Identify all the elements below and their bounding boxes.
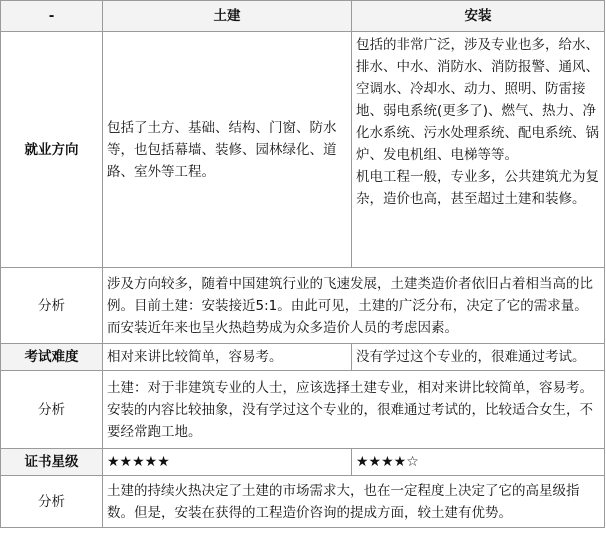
- header-row: [1, 1, 605, 32]
- row-certificate-rating: [1, 449, 605, 476]
- rating-tujian-stars: ★★★★★: [103, 449, 352, 476]
- employment-anzhuang: [352, 32, 605, 268]
- employment-tujian: 包括了土方、基础、结构、门窗、防水等，也包括幕墙、装修、园林绿化、道路、室外等工程。: [103, 32, 352, 268]
- row-label-analysis-1: 分析: [1, 268, 103, 344]
- row-label-employment: 就业方向: [1, 32, 103, 268]
- analysis-2-text: 土建：对于非建筑专业的人士，应该选择土建专业，相对来讲比较简单，容易考。安装的内容比较抽象，没有学过这个专业的，很难通过考试的，比较适合女生，不要经常跑工地。: [103, 371, 605, 449]
- row-label-analysis-3: 分析: [1, 476, 103, 528]
- analysis-3-text: 土建的持续火热决定了土建的市场需求大，也在一定程度上决定了它的高星级指数。但是，安装在获得的工程造价咨询的提成方面，较土建有优势。: [103, 476, 605, 528]
- header-tujian: 土建: [103, 1, 352, 32]
- row-label-analysis-2: 分析: [1, 371, 103, 449]
- row-analysis-2: [1, 371, 605, 449]
- row-employment: [1, 32, 605, 268]
- header-anzhuang: 安装: [352, 1, 605, 32]
- rating-anzhuang-stars: ★★★★☆: [352, 449, 605, 476]
- employment-anzhuang-para-2: 机电工程一般，专业多，公共建筑尤为复杂，造价也高，甚至超过土建和装修。: [356, 169, 599, 207]
- row-analysis-3: [1, 476, 605, 528]
- row-label-certificate-rating: 证书星级: [1, 449, 103, 476]
- exam-difficulty-tujian: 相对来讲比较简单，容易考。: [103, 344, 352, 371]
- exam-difficulty-anzhuang: 没有学过这个专业的，很难通过考试。: [352, 344, 605, 371]
- header-corner: -: [1, 1, 103, 32]
- employment-anzhuang-para-1: 包括的非常广泛，涉及专业也多，给水、排水、中水、消防水、消防报警、通风、空调水、冷却水、动力、照明、防雷接地、弱电系统(更多了)、燃气、热力、净化水系统、污水处理系统、配电系统、锅炉、发电机组、电梯等等。: [356, 37, 599, 163]
- row-analysis-1: [1, 268, 605, 344]
- row-label-exam-difficulty: 考试难度: [1, 344, 103, 371]
- analysis-1-text: 涉及方向较多，随着中国建筑行业的飞速发展，土建类造价者依旧占着相当高的比例。目前土建：安装接近5:1。由此可见，土建的广泛分布，决定了它的需求量。而安装近年来也呈火热趋势成为众多造价人员的考虑因素。: [103, 268, 605, 344]
- row-exam-difficulty: [1, 344, 605, 371]
